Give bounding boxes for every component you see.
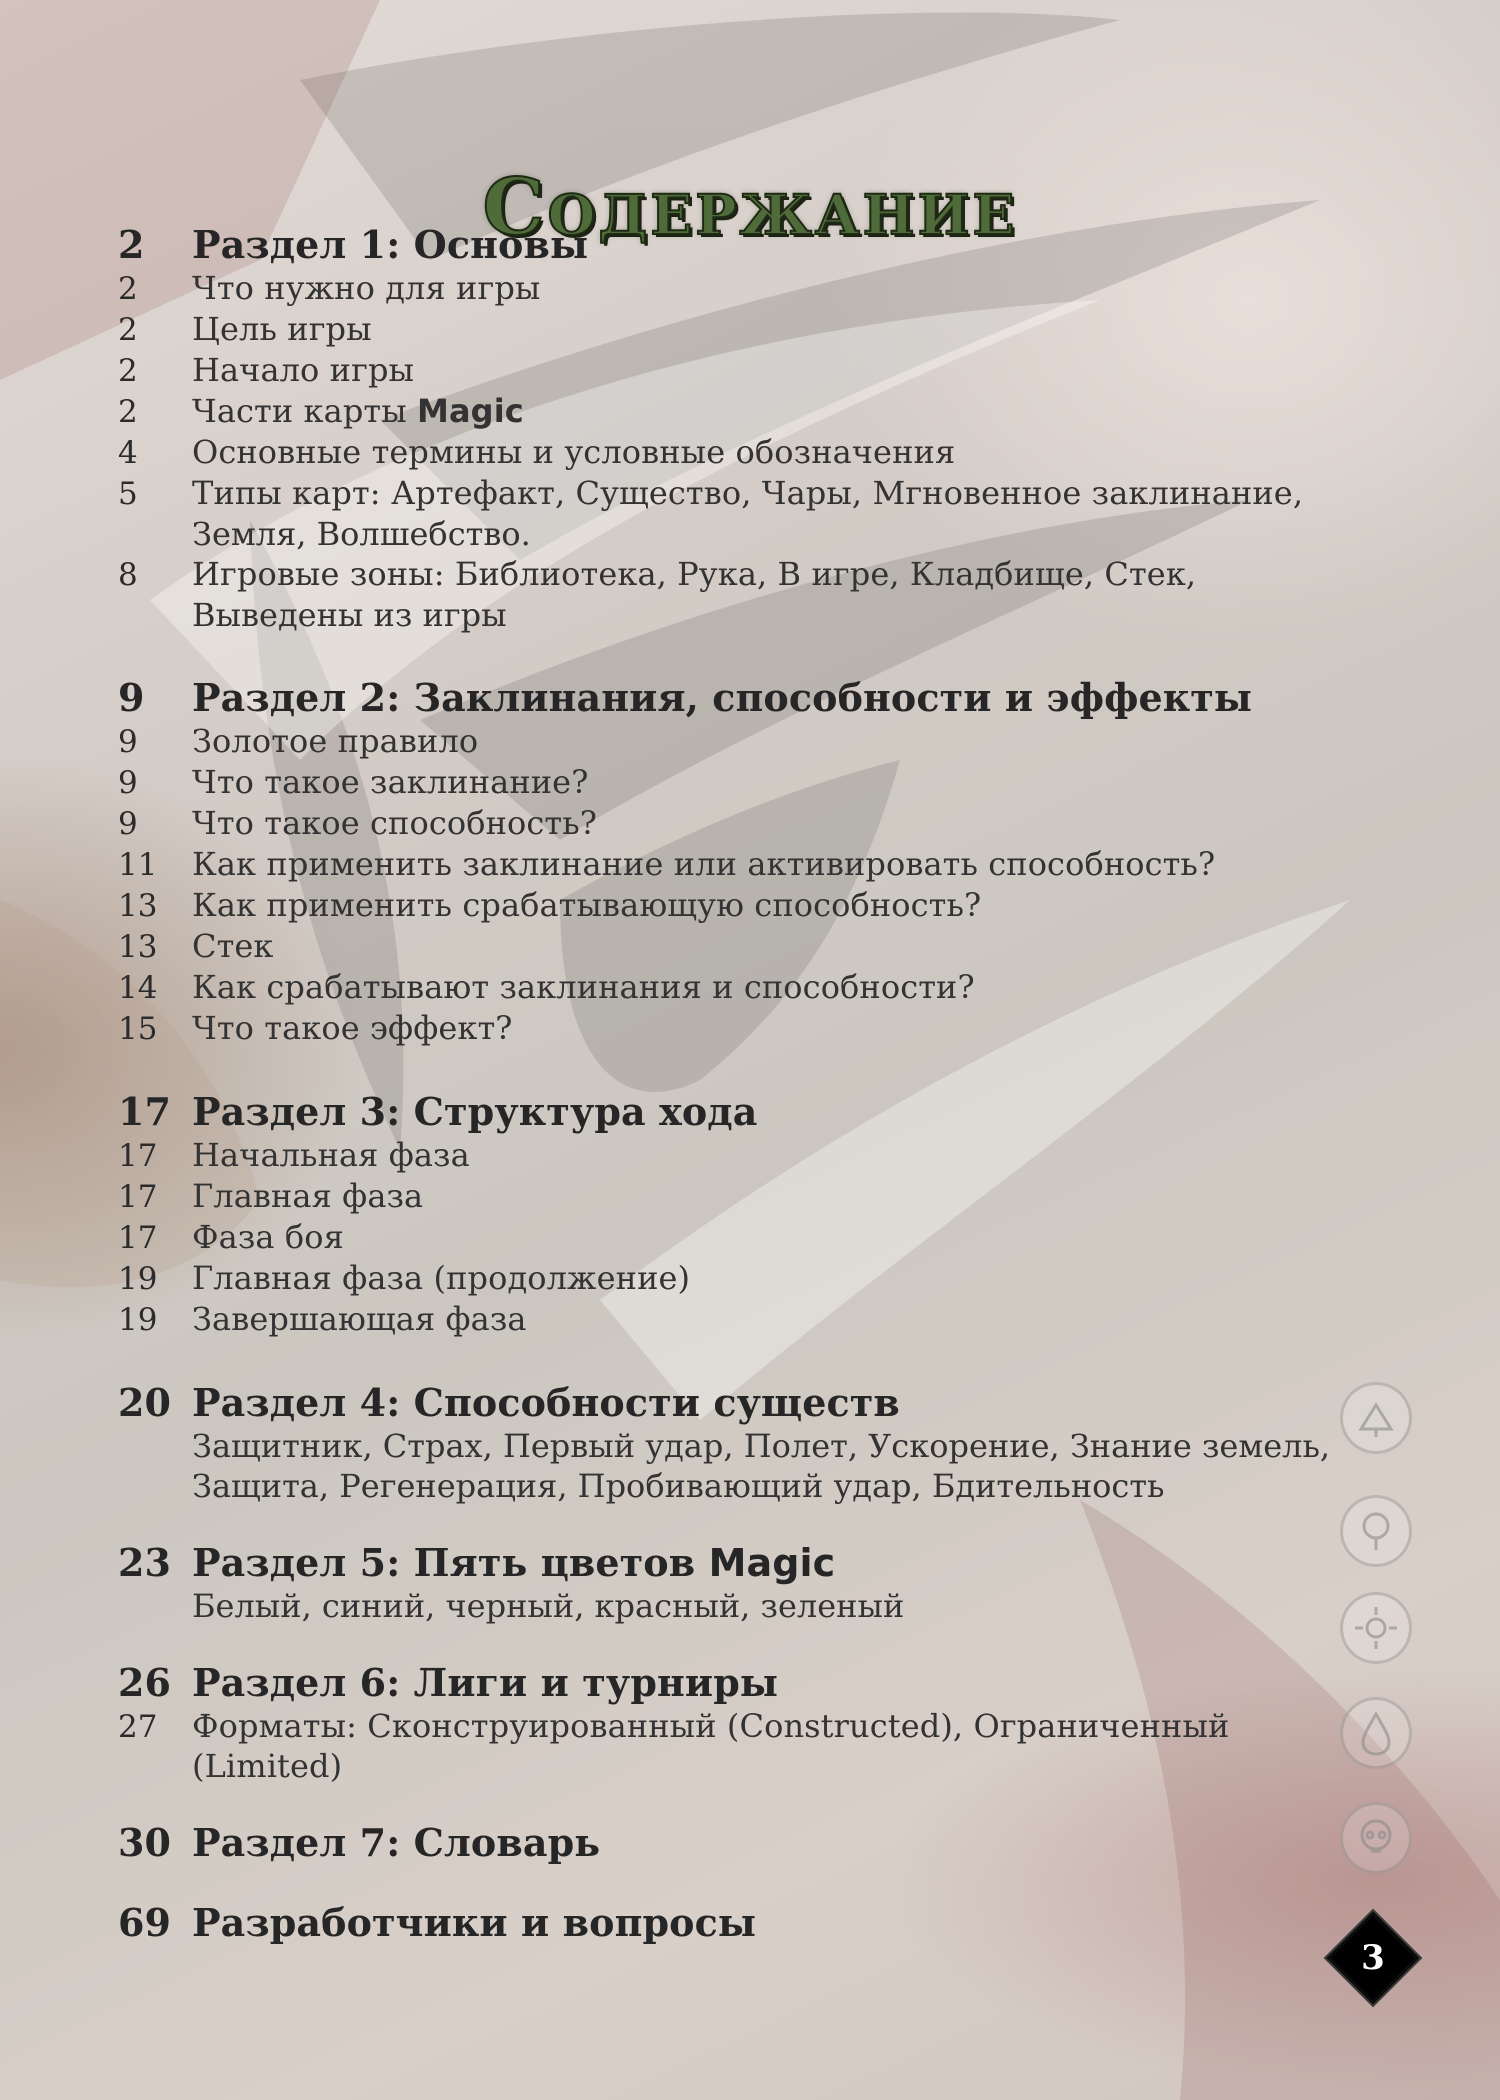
toc-entry[interactable] [118,391,1348,432]
toc-section-credits [118,1900,1348,1946]
toc-entry[interactable] [118,844,1348,885]
entry-title: Форматы: Сконструированный (Constructed), Ограниченный (Limited) [192,1707,1230,1785]
skull-mana-icon [1340,1802,1412,1874]
section-description-line: Белый, синий, черный, красный, зеленый [192,1587,905,1625]
toc-entry[interactable] [118,885,1348,926]
toc-entry[interactable] [118,1706,1348,1786]
entry-title: Стек [192,927,274,965]
section-page-number: 17 [118,1089,171,1134]
toc-section-heading[interactable] [118,675,1348,721]
toc-section-heading[interactable] [118,1089,1348,1135]
toc-section-7 [118,1820,1348,1866]
entry-page-number: 9 [118,806,138,842]
toc-section-4 [118,1380,1348,1506]
entry-page-number: 4 [118,435,138,471]
toc-section-5 [118,1540,1348,1626]
page-number: 3 [1361,1938,1385,1978]
toc-entry[interactable] [118,967,1348,1008]
toc-entry[interactable] [118,721,1348,762]
section-page-number: 20 [118,1380,171,1425]
toc-section-heading[interactable] [118,1820,1348,1866]
page-title: Содержание [482,162,1018,254]
section-description-line: Защитник, Страх, Первый удар, Полет, Ускорение, Знание земель, [192,1427,1331,1465]
entry-title: Золотое правило [192,722,479,760]
entry-page-number: 17 [118,1138,158,1174]
entry-title: Типы карт: Артефакт, Существо, Чары, Мгновенное заклинание, [192,474,1304,512]
toc-section-heading[interactable] [118,1900,1348,1946]
water-drop-mana-icon [1340,1697,1412,1769]
section-page-number: 9 [118,675,145,720]
entry-page-number: 9 [118,765,138,801]
toc-section-heading[interactable] [118,1540,1348,1586]
entry-page-number: 2 [118,271,138,307]
toc-entry[interactable] [118,1258,1348,1299]
entry-page-number: 8 [118,557,138,593]
toc-entry[interactable] [118,1008,1348,1049]
toc-entry[interactable] [118,1299,1348,1340]
section-title: Разработчики и вопросы [192,1900,757,1945]
toc-section-heading[interactable] [118,222,1348,268]
toc-section-heading[interactable] [118,1660,1348,1706]
entry-page-number: 14 [118,970,158,1006]
entry-title: Основные термины и условные обозначения [192,433,956,471]
entry-title: Главная фаза [192,1177,424,1215]
entry-title: Игровые зоны: Библиотека, Рука, В игре, Кладбище, Стек, [192,555,1197,593]
toc-entry[interactable] [118,350,1348,391]
section-title: Раздел 3: Структура хода [192,1089,758,1134]
entry-title: Завершающая фаза [192,1300,527,1338]
magic-brand-text: Magic [708,1541,836,1585]
section-description-line: Защита, Регенерация, Пробивающий удар, Бдительность [192,1467,1165,1505]
entry-page-number: 2 [118,353,138,389]
forest-mana-icon [1340,1382,1412,1454]
entry-title-continuation: Выведены из игры [192,596,507,634]
entry-title: Как применить срабатывающую способность? [192,886,982,924]
entry-page-number: 9 [118,724,138,760]
entry-page-number: 17 [118,1179,158,1215]
toc-entry[interactable] [118,1135,1348,1176]
toc-entry[interactable] [118,268,1348,309]
entry-page-number: 13 [118,888,158,924]
entry-page-number: 17 [118,1220,158,1256]
section-title: Раздел 6: Лиги и турниры [192,1660,779,1705]
section-page-number: 26 [118,1660,171,1705]
entry-page-number: 19 [118,1302,158,1338]
toc-entry[interactable] [118,1217,1348,1258]
table-of-contents [118,222,1348,1986]
entry-title: Начало игры [192,351,415,389]
toc-section-heading[interactable] [118,1380,1348,1426]
entry-page-number: 5 [118,476,138,512]
section-title: Раздел 2: Заклинания, способности и эффекты [192,675,1253,720]
entry-title: Что такое эффект? [192,1009,513,1047]
entry-title: Главная фаза (продолжение) [192,1259,691,1297]
toc-section-1 [118,222,1348,635]
toc-section-6 [118,1660,1348,1786]
toc-section-2 [118,675,1348,1049]
toc-entry[interactable] [118,309,1348,350]
entry-title: Как срабатывают заклинания и способности? [192,968,975,1006]
toc-entry[interactable] [118,803,1348,844]
section-page-number: 30 [118,1820,171,1865]
entry-title [192,391,524,431]
toc-entry[interactable] [118,1176,1348,1217]
section-page-number: 69 [118,1900,171,1945]
entry-title: Что такое способность? [192,804,597,842]
magic-brand-text: Magic [417,392,524,430]
entry-title-prefix: Части карты [192,392,418,430]
entry-title: Что такое заклинание? [192,763,589,801]
entry-page-number: 2 [118,312,138,348]
entry-page-number: 15 [118,1011,158,1047]
toc-entry[interactable] [118,432,1348,473]
toc-entry[interactable] [118,554,1348,595]
entry-page-number: 19 [118,1261,158,1297]
section-page-number: 23 [118,1540,171,1585]
entry-page-number: 27 [118,1709,158,1745]
entry-title: Фаза боя [192,1218,344,1256]
entry-page-number: 2 [118,394,138,430]
toc-section-3 [118,1089,1348,1340]
section-title [192,1540,835,1586]
entry-page-number: 13 [118,929,158,965]
section-title: Раздел 7: Словарь [192,1820,601,1865]
entry-page-number: 11 [118,847,158,883]
toc-entry[interactable] [118,926,1348,967]
toc-entry[interactable] [118,762,1348,803]
sun-mana-icon [1340,1592,1412,1664]
entry-title: Начальная фаза [192,1136,470,1174]
page-number-badge [1323,1908,1423,2008]
section-title: Раздел 4: Способности существ [192,1380,900,1425]
section-title-prefix: Раздел 5: Пять цветов [192,1540,709,1585]
toc-entry[interactable] [118,473,1348,514]
entry-title-continuation: Земля, Волшебство. [192,515,531,553]
entry-title: Как применить заклинание или активировать способность? [192,845,1216,883]
entry-title: Цель игры [192,310,372,348]
tree-mana-icon [1340,1495,1412,1567]
section-title: Раздел 1: Основы [192,222,589,267]
entry-title: Что нужно для игры [192,269,541,307]
section-page-number: 2 [118,222,145,267]
